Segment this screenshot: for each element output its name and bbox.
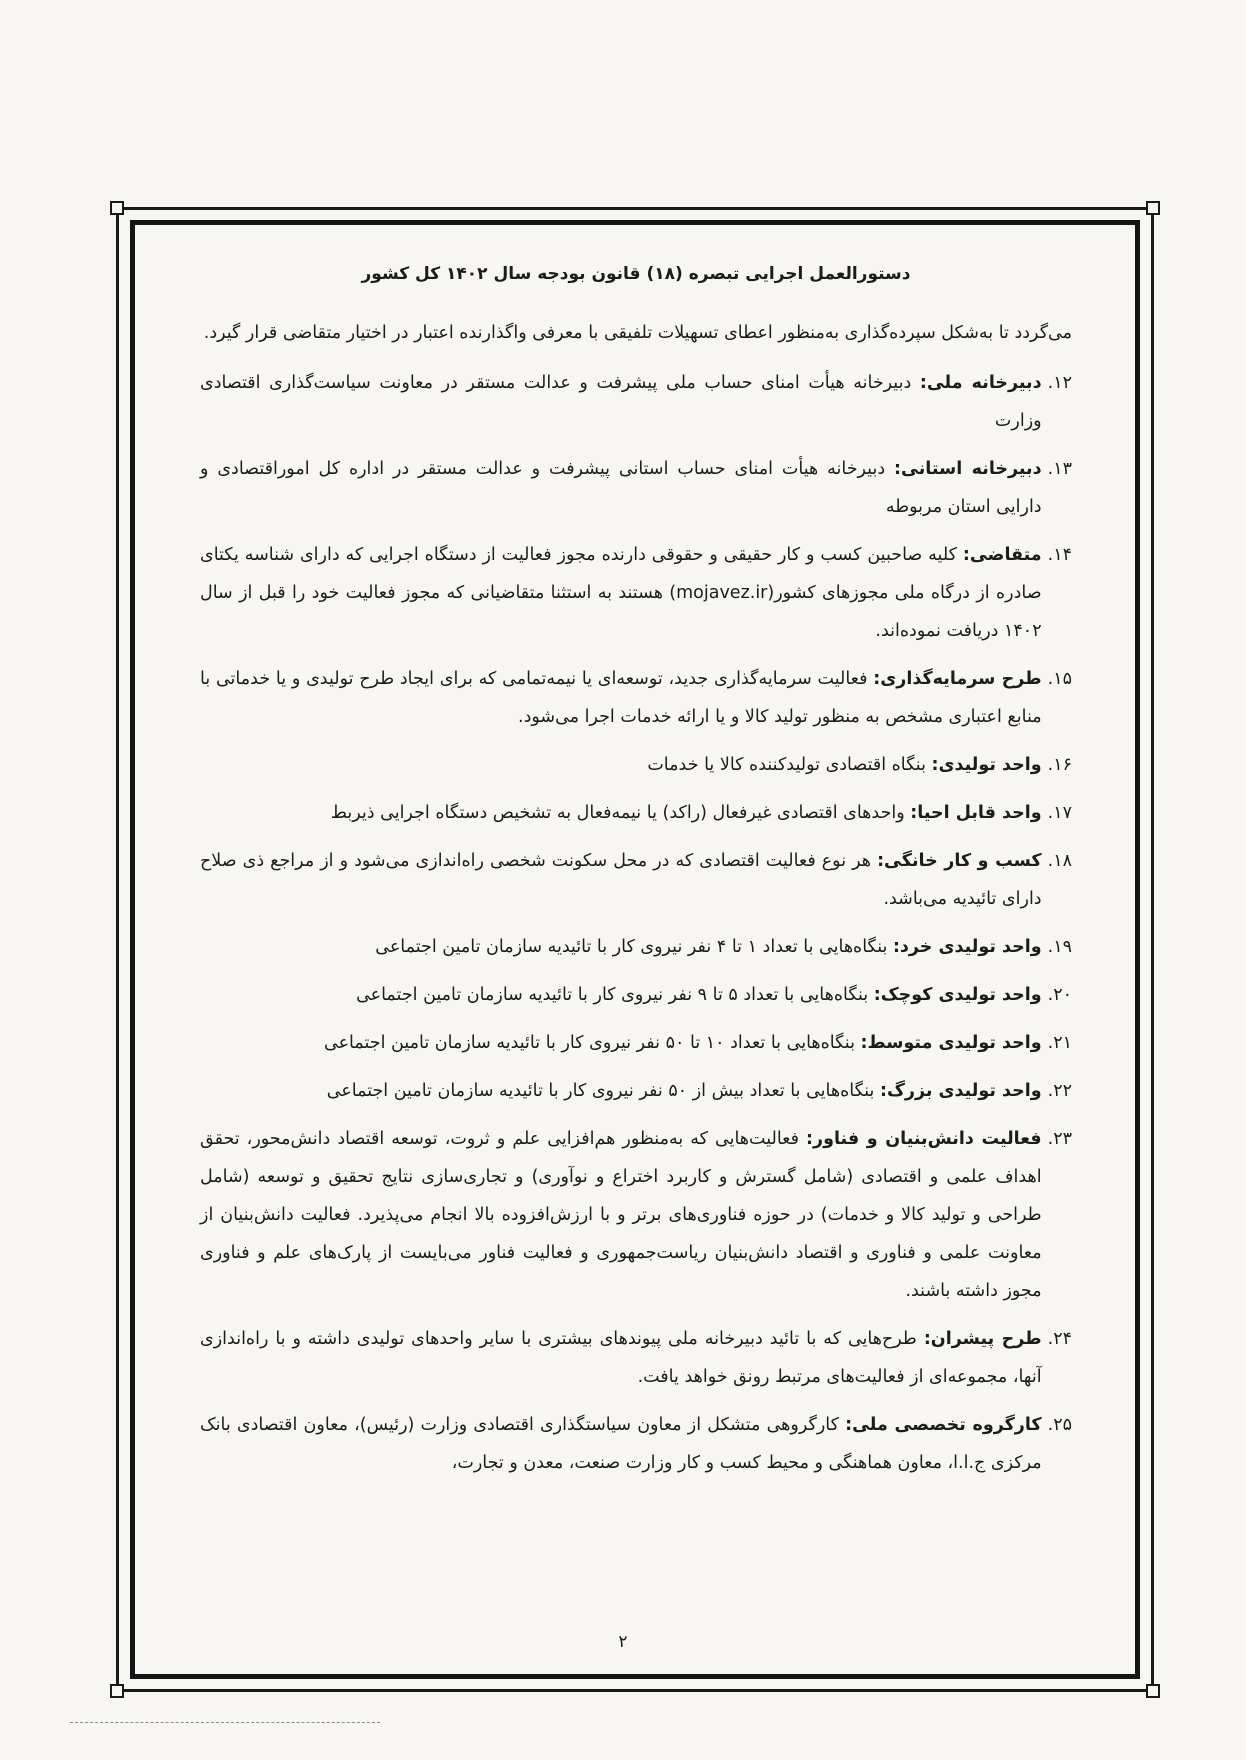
item-body (200, 1406, 1042, 1482)
item-body (200, 660, 1042, 736)
item-text: بنگاه‌هایی با تعداد بیش از ۵۰ نفر نیروی کار با تائیدیه سازمان تامین اجتماعی (326, 1081, 880, 1101)
item-number: ۲۱. (1047, 1033, 1072, 1053)
document-title: دستورالعمل اجرایی تبصره (۱۸) قانون بودجه سال ۱۴۰۲ کل کشور (361, 264, 911, 284)
item-term: کسب و کار خانگی: (877, 851, 1042, 871)
item-body (200, 746, 1042, 784)
item-body (200, 928, 1042, 966)
item-text: بنگاه‌هایی با تعداد ۱ تا ۴ نفر نیروی کار با تائیدیه سازمان تامین اجتماعی (375, 937, 893, 957)
item-text: فعالیت‌هایی که به‌منظور هم‌افزایی علم و ثروت، توسعه اقتصاد دانش‌محور، تحقق اهداف علمی و اقتصادی (شامل گسترش و کاربرد اختراع و نوآوری) و تجاری‌سازی نتایج تحقیق و توسعه (شامل طراحی و تولید کالا و خدمات) در حوزه فناوری‌های برتر و با ارزش‌افزوده بالا انجام می‌پذیرد. فعالیت دانش‌بنیان از معاونت علمی و فناوری و اقتصاد دانش‌بنیان ریاست‌جمهوری و فعالیت فناور می‌بایست از پارک‌های علم و فناوری مجوز داشته باشند. (200, 1129, 1042, 1301)
definition-item (200, 1320, 1072, 1396)
item-text: بنگاه‌هایی با تعداد ۱۰ تا ۵۰ نفر نیروی کار با تائیدیه سازمان تامین اجتماعی (324, 1033, 861, 1053)
definition-item (200, 1120, 1072, 1310)
item-number: ۱۸. (1047, 851, 1072, 871)
item-term: طرح سرمایه‌گذاری: (873, 669, 1042, 689)
item-number: ۲۳. (1047, 1129, 1072, 1149)
item-text: فعالیت سرمایه‌گذاری جدید، توسعه‌ای یا نیمه‌تمامی که برای ایجاد طرح تولیدی و یا خدماتی با منابع اعتباری مشخص به منظور تولید کالا و یا ارائه خدمات اجرا می‌شود. (200, 669, 1042, 727)
item-term: متقاضی: (962, 545, 1042, 565)
item-text: دبیرخانه هیأت امنای حساب استانی پیشرفت و عدالت مستقر در اداره کل اموراقتصادی و دارایی استان مربوطه (200, 459, 1042, 517)
item-number: ۱۴. (1047, 545, 1072, 565)
item-text: بنگاه‌هایی با تعداد ۵ تا ۹ نفر نیروی کار با تائیدیه سازمان تامین اجتماعی (356, 985, 874, 1005)
item-term: طرح پیشران: (923, 1329, 1042, 1349)
item-term: فعالیت دانش‌بنیان و فناور: (806, 1129, 1042, 1149)
item-text: طرح‌هایی که با تائید دبیرخانه ملی پیوندهای بیشتری با سایر واحدهای تولیدی داشته و با راه‌اندازی آنها، مجموعه‌ای از فعالیت‌های مرتبط رونق خواهد یافت. (200, 1329, 1042, 1387)
item-number: ۱۷. (1047, 803, 1072, 823)
item-body (200, 794, 1042, 832)
item-number: ۱۶. (1047, 755, 1072, 775)
document-body (200, 258, 1072, 1492)
definition-item (200, 1024, 1072, 1062)
item-body (200, 1072, 1042, 1110)
item-term: واحد تولیدی بزرگ: (879, 1081, 1042, 1101)
item-text: دبیرخانه هیأت امنای حساب ملی پیشرفت و عدالت مستقر در معاونت سیاست‌گذاری اقتصادی وزارت (200, 373, 1042, 431)
item-term: واحد تولیدی خرد: (892, 937, 1042, 957)
item-term: دبیرخانه استانی: (894, 459, 1042, 479)
border-corner-ornament (1146, 1684, 1160, 1698)
footer-scan-line (70, 1722, 380, 1723)
definition-item (200, 536, 1072, 650)
item-number: ۲۲. (1047, 1081, 1072, 1101)
definition-item (200, 364, 1072, 440)
item-number: ۱۵. (1047, 669, 1072, 689)
item-number: ۱۲. (1047, 373, 1072, 393)
item-number: ۱۹. (1047, 937, 1072, 957)
definition-item (200, 976, 1072, 1014)
definition-item (200, 928, 1072, 966)
definitions-list (200, 364, 1072, 1482)
definition-item (200, 842, 1072, 918)
definition-item (200, 450, 1072, 526)
definition-item (200, 660, 1072, 736)
item-term: واحد تولیدی: (931, 755, 1042, 775)
item-body (200, 450, 1042, 526)
item-term: دبیرخانه ملی: (919, 373, 1042, 393)
item-text: کلیه صاحبین کسب و کار حقیقی و حقوقی دارنده مجوز فعالیت از دستگاه اجرایی که دارای شناسه یکتای صادره از درگاه ملی مجوزهای کشور(mojavez.ir) هستند به استثنا متقاضیانی که مجوز فعالیت خود را قبل از سال ۱۴۰۲ دریافت نموده‌اند. (200, 545, 1042, 641)
item-text: کارگروهی متشکل از معاون سیاستگذاری اقتصادی وزارت (رئیس)، معاون اقتصادی بانک مرکزی ج.ا.ا، معاون هماهنگی و محیط کسب و کار وزارت صنعت، معدن و تجارت، (200, 1415, 1042, 1473)
item-text: هر نوع فعالیت اقتصادی که در محل سکونت شخصی راه‌اندازی می‌شود و از مراجع ذی صلاح دارای تائیدیه می‌باشد. (200, 851, 1042, 909)
item-term: واحد تولیدی کوچک: (873, 985, 1042, 1005)
item-body (200, 1024, 1042, 1062)
definition-item (200, 1406, 1072, 1482)
definition-item (200, 794, 1072, 832)
definition-item (200, 746, 1072, 784)
item-number: ۲۰. (1047, 985, 1072, 1005)
item-body (200, 536, 1042, 650)
item-body (200, 1120, 1042, 1310)
item-number: ۲۵. (1047, 1415, 1072, 1435)
item-body (200, 842, 1042, 918)
item-term: واحد تولیدی متوسط: (860, 1033, 1042, 1053)
item-number: ۲۴. (1047, 1329, 1072, 1349)
item-body (200, 976, 1042, 1014)
border-corner-ornament (110, 201, 124, 215)
item-text: بنگاه اقتصادی تولیدکننده کالا یا خدمات (647, 755, 932, 775)
item-term: کارگروه تخصصی ملی: (845, 1415, 1042, 1435)
border-corner-ornament (1146, 201, 1160, 215)
intro-paragraph: می‌گردد تا به‌شکل سپرده‌گذاری به‌منظور اعطای تسهیلات تلفیقی با معرفی واگذارنده اعتبار در اختیار متقاضی قرار گیرد. (203, 323, 1072, 343)
item-text: واحدهای اقتصادی غیرفعال (راکد) یا نیمه‌فعال به تشخیص دستگاه اجرایی ذیربط (330, 803, 911, 823)
item-body (200, 364, 1042, 440)
item-number: ۱۳. (1047, 459, 1072, 479)
item-term: واحد قابل احیا: (910, 803, 1042, 823)
definition-item (200, 1072, 1072, 1110)
page-number: ۲ (618, 1632, 628, 1652)
item-body (200, 1320, 1042, 1396)
border-corner-ornament (110, 1684, 124, 1698)
